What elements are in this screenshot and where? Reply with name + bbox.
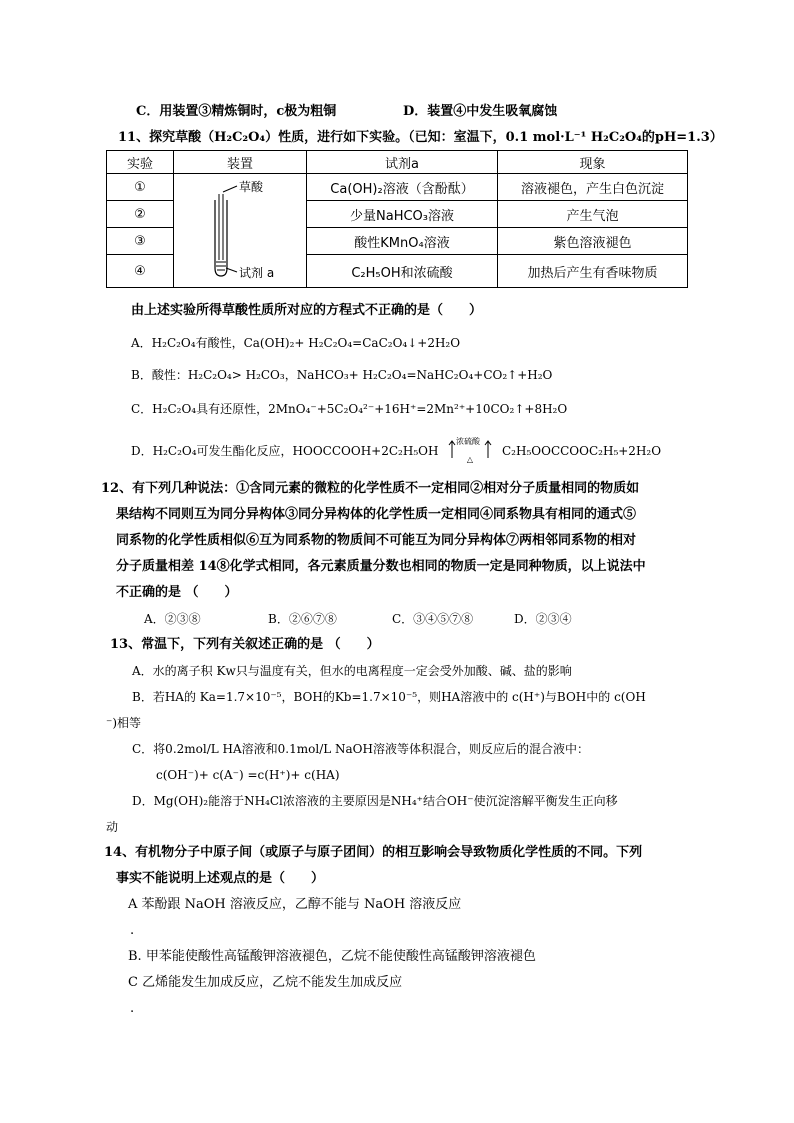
reaction-condition-label: 浓硫酸 — [456, 437, 480, 446]
reversible-arrow-condition — [446, 436, 496, 464]
q13-option-c-line2: c(OH⁻)+ c(A⁻) =c(H⁺)+ c(HA) — [156, 768, 340, 782]
q14-dot-1: . — [130, 923, 135, 938]
table-header-cell: 实验 — [107, 151, 174, 174]
table-header-cell: 现象 — [498, 151, 688, 174]
table-cell-reagent: Ca(OH)₂溶液（含酚酞） — [307, 174, 498, 201]
q12-stem-line1: 12、有下列几种说法：①含同元素的微粒的化学性质不一定相同②相对分子质量相同的物质如 — [101, 481, 640, 496]
q14-option-c: C 乙烯能发生加成反应，乙烷不能发生加成反应 — [128, 975, 403, 990]
q11-question: 由上述实验所得草酸性质所对应的方程式不正确的是（ ） — [131, 303, 483, 318]
q12-stem-line4: 分子质量相差 14⑧化学式相同，各元素质量分数也相同的物质一定是同种物质，以上说法中 — [116, 559, 646, 574]
q10-option-c: C．用装置③精炼铜时，c极为粗铜 — [136, 104, 337, 119]
table-cell-reagent: 少量NaHCO₃溶液 — [307, 201, 498, 228]
table-cell-phenomenon: 产生气泡 — [498, 201, 688, 228]
q11-option-d-right: C₂H₅OOCCOOC₂H₅+2H₂O — [502, 444, 662, 458]
table-header-row — [107, 151, 688, 174]
table-cell-reagent: 酸性KMnO₄溶液 — [307, 228, 498, 255]
q11-option-b: B．酸性：H₂C₂O₄> H₂CO₃，NaHCO₃+ H₂C₂O₄=NaHC₂O₄+CO₂↑+H₂O — [131, 368, 553, 382]
q14-option-a: A 苯酚跟 NaOH 溶液反应，乙醇不能与 NaOH 溶液反应 — [128, 897, 462, 912]
q13-stem: 13、常温下，下列有关叙述正确的是 （ ） — [110, 637, 380, 652]
table-header-cell: 装置 — [174, 151, 307, 174]
table-cell-phenomenon: 加热后产生有香味物质 — [498, 255, 688, 288]
table-cell-id: ④ — [107, 255, 174, 288]
q12-stem-line3: 同系物的化学性质相似⑥互为同系物的物质间不可能互为同分异构体⑦两相邻同系物的相对 — [116, 533, 637, 548]
table-cell-phenomenon: 溶液褪色，产生白色沉淀 — [498, 174, 688, 201]
q12-stem-line5: 不正确的是 （ ） — [116, 585, 238, 600]
q10-option-d: D．装置④中发生吸氧腐蚀 — [403, 104, 558, 119]
svg-text:△: △ — [466, 455, 474, 464]
apparatus-label-oxalic-acid: 草酸 — [239, 179, 264, 194]
table-cell-phenomenon: 紫色溶液褪色 — [498, 228, 688, 255]
table-row — [107, 174, 688, 201]
q11-option-c: C．H₂C₂O₄具有还原性，2MnO₄⁻+5C₂O₄²⁻+16H⁺=2Mn²⁺+10CO₂↑+8H₂O — [131, 402, 568, 416]
q14-dot-2: . — [130, 1001, 135, 1016]
q13-option-b-line2: ⁻)相等 — [106, 716, 142, 730]
table-cell-id: ③ — [107, 228, 174, 255]
q14-option-b: B. 甲苯能使酸性高锰酸钾溶液褪色，乙烷不能使酸性高锰酸钾溶液褪色 — [128, 949, 536, 964]
q11-stem: 11、探究草酸（H₂C₂O₄）性质，进行如下实验。（已知：室温下，0.1 mol·L⁻¹ H₂C₂O₄的pH=1.3） — [118, 130, 723, 145]
q11-experiment-table — [106, 150, 688, 288]
q14-stem-line1: 14、有机物分子中原子间（或原子与原子团间）的相互影响会导致物质化学性质的不同。下列 — [104, 845, 643, 860]
q13-option-d-line1: D．Mg(OH)₂能溶于NH₄Cl浓溶液的主要原因是NH₄⁺结合OH⁻使沉淀溶解平衡发生正向移 — [132, 794, 618, 808]
q11-option-d-left: D．H₂C₂O₄可发生酯化反应，HOOCCOOH+2C₂H₅OH — [131, 444, 439, 458]
apparatus-cell — [174, 174, 307, 288]
q12-option-b: B．②⑥⑦⑧ — [268, 612, 337, 626]
q13-option-d-line2: 动 — [106, 820, 119, 834]
test-tube-apparatus-diagram — [175, 176, 305, 286]
q12-option-d: D．②③④ — [514, 612, 572, 626]
table-cell-reagent: C₂H₅OH和浓硫酸 — [307, 255, 498, 288]
q12-option-a: A．②③⑧ — [144, 612, 201, 626]
apparatus-label-reagent-a: 试剂 a — [239, 265, 275, 280]
table-header-cell: 试剂a — [307, 151, 498, 174]
q13-option-c-line1: C．将0.2mol/L HA溶液和0.1mol/L NaOH溶液等体积混合，则反应后的混合液中： — [132, 742, 589, 756]
q12-option-c: C．③④⑤⑦⑧ — [392, 612, 474, 626]
q11-option-a: A．H₂C₂O₄有酸性，Ca(OH)₂+ H₂C₂O₄=CaC₂O₄↓+2H₂O — [131, 336, 461, 350]
table-cell-id: ② — [107, 201, 174, 228]
table-cell-id: ① — [107, 174, 174, 201]
q12-stem-line2: 果结构不同则互为同分异构体③同分异构体的化学性质一定相同④同系物具有相同的通式⑤ — [116, 507, 637, 522]
q13-option-b-line1: B．若HA的 Ka=1.7×10⁻⁵，BOH的Kb=1.7×10⁻⁵，则HA溶液中的 c(H⁺)与BOH中的 c(OH — [132, 690, 646, 704]
q14-stem-line2: 事实不能说明上述观点的是（ ） — [116, 871, 325, 886]
q13-option-a: A．水的离子积 Kw只与温度有关，但水的电离程度一定会受外加酸、碱、盐的影响 — [132, 664, 572, 678]
